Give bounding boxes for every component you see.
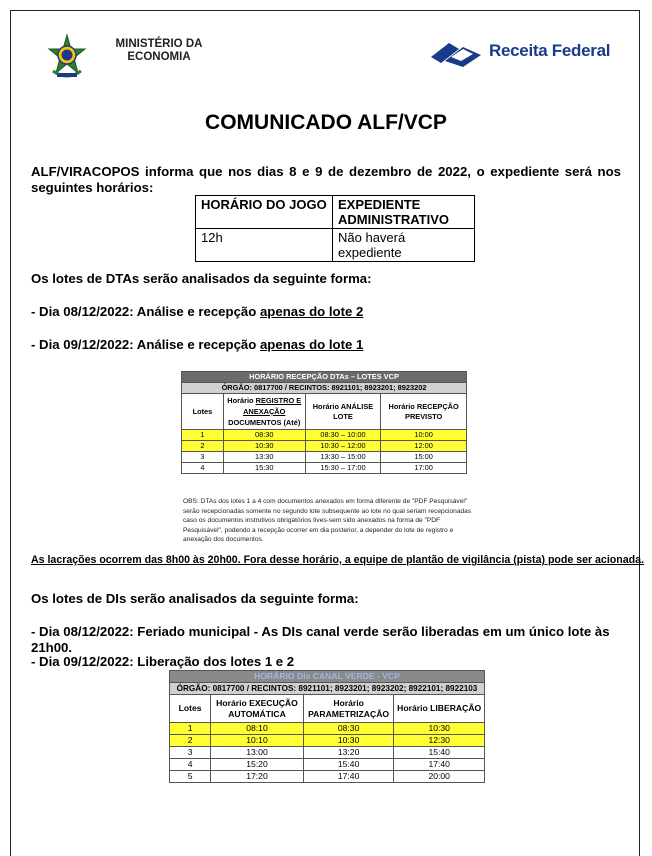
table-row: 2 10:10 10:30 12:30 [170,735,485,747]
schedule-header-admin: EXPEDIENTE ADMINISTRATIVO [333,196,475,229]
dta-heading: Os lotes de DTAs serão analisados da seguinte forma: [31,271,372,286]
dta-header-lotes: Lotes [182,394,224,430]
sealing-hours-note: As lacrações ocorrem das 8h00 às 20h00. Fora desse horário, a equipe de plantão de vigilância (pista) pode ser acionada. [31,554,644,566]
document-page [10,10,644,856]
receita-federal-brand: Receita Federal [489,41,611,60]
di-heading: Os lotes de DIs serão analisados da seguinte forma: [31,591,359,606]
di-schedule-table [169,670,485,783]
dta-table-subtitle: ÓRGÃO: 0817700 / RECINTOS: 8921101; 8923201; 8923202 [182,383,467,394]
dta-header-recepcao: Horário RECEPÇÃO PREVISTO [381,394,467,430]
di-table-title: HORÁRIO DIs CANAL VERDE - VCP [170,671,485,683]
dta-day1-prefix: - Dia 08/12/2022: Análise e recepção [31,304,260,319]
page-title: COMUNICADO ALF/VCP [205,111,447,134]
di-header-lib: Horário LIBERAÇÃO [394,695,485,723]
dta-day2 [31,337,363,353]
table-row: 3 13:00 13:20 15:40 [170,747,485,759]
ministry-name [99,38,219,64]
dta-table-title: HORÁRIO RECEPÇÃO DTAs – LOTES VCP [182,372,467,383]
schedule-table [195,195,475,262]
di-table-subtitle: ÓRGÃO: 0817700 / RECINTOS: 8921101; 8923201; 8923202; 8922101; 8922103 [170,683,485,695]
dta-schedule-table [181,371,467,474]
dta-day2-emphasis: apenas do lote 1 [259,337,364,352]
table-row: 3 13:30 13:30 – 15:00 15:00 [182,452,467,463]
schedule-header-game: HORÁRIO DO JOGO [196,196,333,229]
table-row: 4 15:30 15:30 – 17:00 17:00 [182,463,467,474]
table-row: 2 10:30 10:30 – 12:00 12:00 [182,441,467,452]
dta-obs-note: OBS: DTAs dos lotes 1 a 4 com documentos anexados em forma diferente de "PDF Pesquisável" serão recepcionadas somente no segundo lote subsequente ao lote no qual seriam recepcionadas caso os documentos instrutivos obrigatórios tives-sem sido anexados na forma de "PDF Pesquisável", podendo a recepção ocorrer em dia posterior, a depender do lote de registro e anexação dos documentos. [183,498,472,543]
schedule-cell-time: 12h [196,229,333,262]
brazil-coat-of-arms-icon [43,33,91,81]
di-day1: - Dia 08/12/2022: Feriado municipal - As DIs canal verde serão liberadas em um único lote às 21h00. [31,624,610,655]
table-row: 1 08:10 08:30 10:30 [170,723,485,735]
di-day2: - Dia 09/12/2022: Liberação dos lotes 1 e 2 [31,654,295,669]
di-header-exec: Horário EXECUÇÃO AUTOMÁTICA [211,695,304,723]
dta-header-registro: Horário REGISTRO E ANEXAÇÃO DOCUMENTOS (Até) [223,394,305,430]
schedule-cell-value: Não haverá expediente [333,229,475,262]
ministry-line-1: MINISTÉRIO DA [115,38,203,50]
dta-day1 [31,304,363,320]
di-header-lotes: Lotes [170,695,211,723]
table-row: 1 08:30 08:30 – 10:00 10:00 [182,430,467,441]
table-row: 4 15:20 15:40 17:40 [170,759,485,771]
intro-paragraph: ALF/VIRACOPOS informa que nos dias 8 e 9 de dezembro de 2022, o expediente será nos seguintes horários: [31,164,621,195]
dta-day2-prefix: - Dia 09/12/2022: Análise e recepção [31,337,260,352]
di-header-param: Horário PARAMETRIZAÇÃO [303,695,394,723]
ministry-line-2: ECONOMIA [127,51,191,63]
table-row: 5 17:20 17:40 20:00 [170,771,485,783]
receita-federal-logo-icon [429,39,484,69]
dta-day1-emphasis: apenas do lote 2 [259,304,364,319]
dta-header-analise: Horário ANÁLISE LOTE [305,394,381,430]
